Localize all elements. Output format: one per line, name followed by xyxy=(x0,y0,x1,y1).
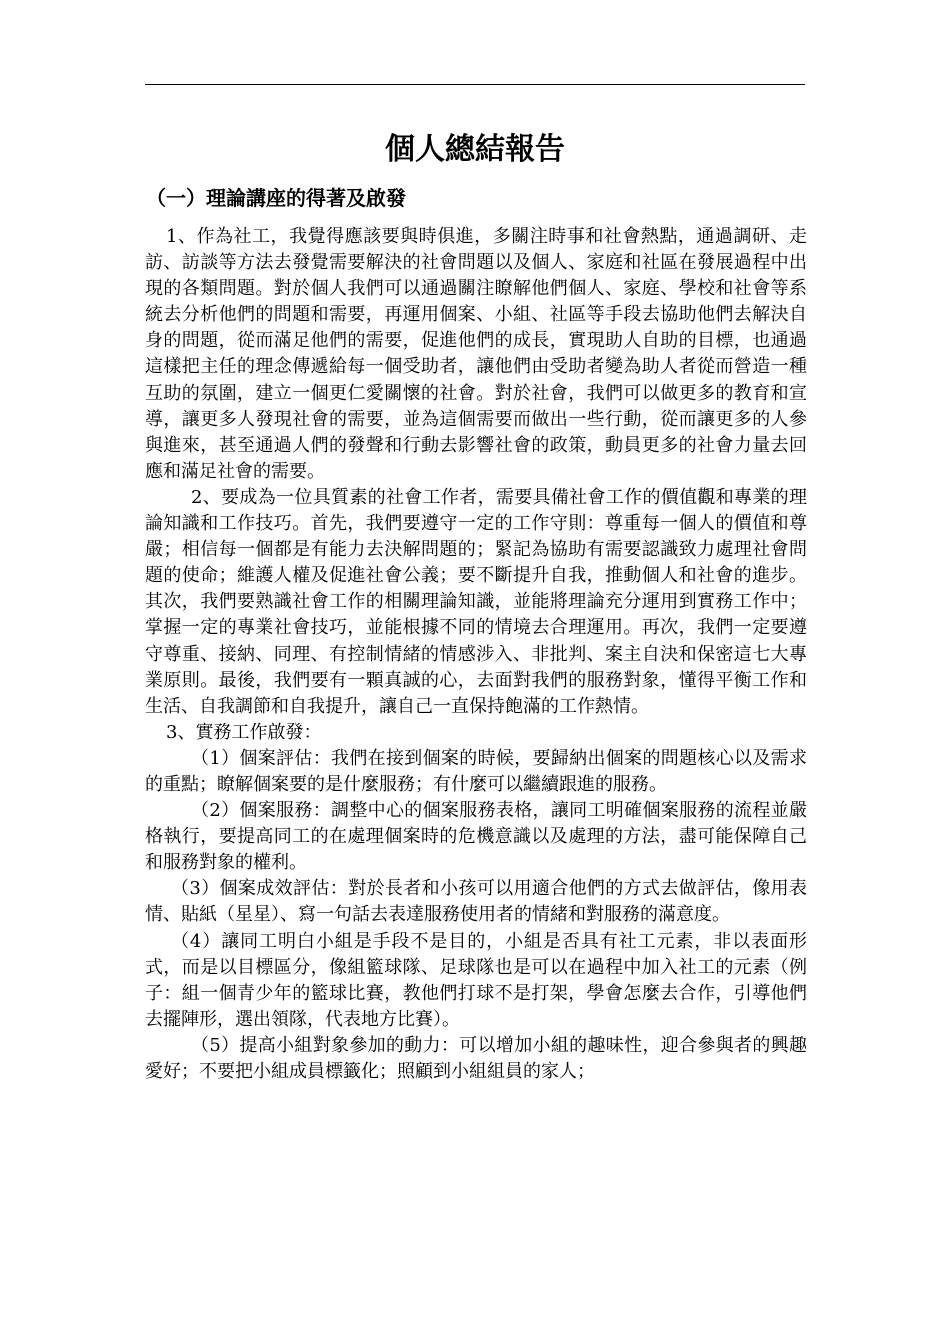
section-heading: （一）理論講座的得著及啟發 xyxy=(146,186,406,210)
paragraph-8: （5）提高小組對象參加的動力：可以增加小組的趣味性，迎合參與者的興趣愛好；不要把小組成員標籤化；照顧到小組組員的家人； xyxy=(145,1034,807,1082)
paragraph-3: 3、實務工作啟發： xyxy=(166,721,322,743)
paragraph-1: 1、作為社工，我覺得應該要與時俱進，多關注時事和社會熱點，通過調研、走訪、訪談等方法去發覺需要解決的社會問題以及個人、家庭和社區在發展過程中出現的各類問題。對於個人我們可以通過關注瞭解他們個人、家庭、學校和社會等系統去分析他們的問題和需要，再運用個案、小組、社區等手段去協助他們去解決自身的問題，從而滿足他們的需要，促進他們的成長，實現助人自助的目標，也通過這樣把主任的理念傳遞給每一個受助者，讓他們由受助者變為助人者從而營造一種互助的氛圍，建立一個更仁愛關懷的社會。對於社會，我們可以做更多的教育和宣導，讓更多人發現社會的需要，並為這個需要而做出一些行動，從而讓更多的人參與進來，甚至通過人們的發聲和行動去影響社會的政策，動員更多的社會力量去回應和滿足社會的需要。 xyxy=(145,226,807,482)
paragraph-2: 2、要成為一位具質素的社會工作者，需要具備社會工作的價值觀和專業的理論知識和工作技巧。首先，我們要遵守一定的工作守則：尊重每一個人的價值和尊嚴；相信每一個都是有能力去決解問題的；緊記為協助有需要認識致力處理社會問題的使命；維護人權及促進社會公義；要不斷提升自我，推動個人和社會的進步。其次，我們要熟識社會工作的相關理論知識，並能將理論充分運用到實務工作中；掌握一定的專業社會技巧，並能根據不同的情境去合理運用。再次，我們一定要遵守尊重、接納、同理、有控制情緒的情感涉入、非批判、案主自決和保密這七大專業原則。最後，我們要有一顆真誠的心，去面對我們的服務對象，懂得平衡工作和生活、自我調節和自我提升，讓自己一直保持飽滿的工作熱情。 xyxy=(145,486,807,717)
header-rule xyxy=(145,84,805,85)
paragraph-5: （2）個案服務：調整中心的個案服務表格，讓同工明確個案服務的流程並嚴格執行，要提高同工的在處理個案時的危機意識以及處理的方法，盡可能保障自己和服務對象的權利。 xyxy=(145,800,807,874)
document-body xyxy=(145,224,807,1085)
paragraph-7: （4）讓同工明白小組是手段不是目的，小組是否具有社工元素，非以表面形式，而是以目標區分，像組籃球隊、足球隊也是可以在過程中加入社工的元素（例子：組一個青少年的籃球比賽，教他們打球不是打架，學會怎麼去合作，引導他們去擺陣形，選出領隊，代表地方比賽）。 xyxy=(145,930,807,1030)
paragraph-4: （1）個案評估：我們在接到個案的時候，要歸納出個案的問題核心以及需求的重點；瞭解個案要的是什麼服務；有什麼可以繼續跟進的服務。 xyxy=(145,747,807,795)
paragraph-6: （3）個案成效評估：對於長者和小孩可以用適合他們的方式去做評估，像用表情、貼紙（星星）、寫一句話去表達服務使用者的情緒和對服務的滿意度。 xyxy=(145,878,807,926)
document-title: 個人總結報告 xyxy=(385,132,565,167)
